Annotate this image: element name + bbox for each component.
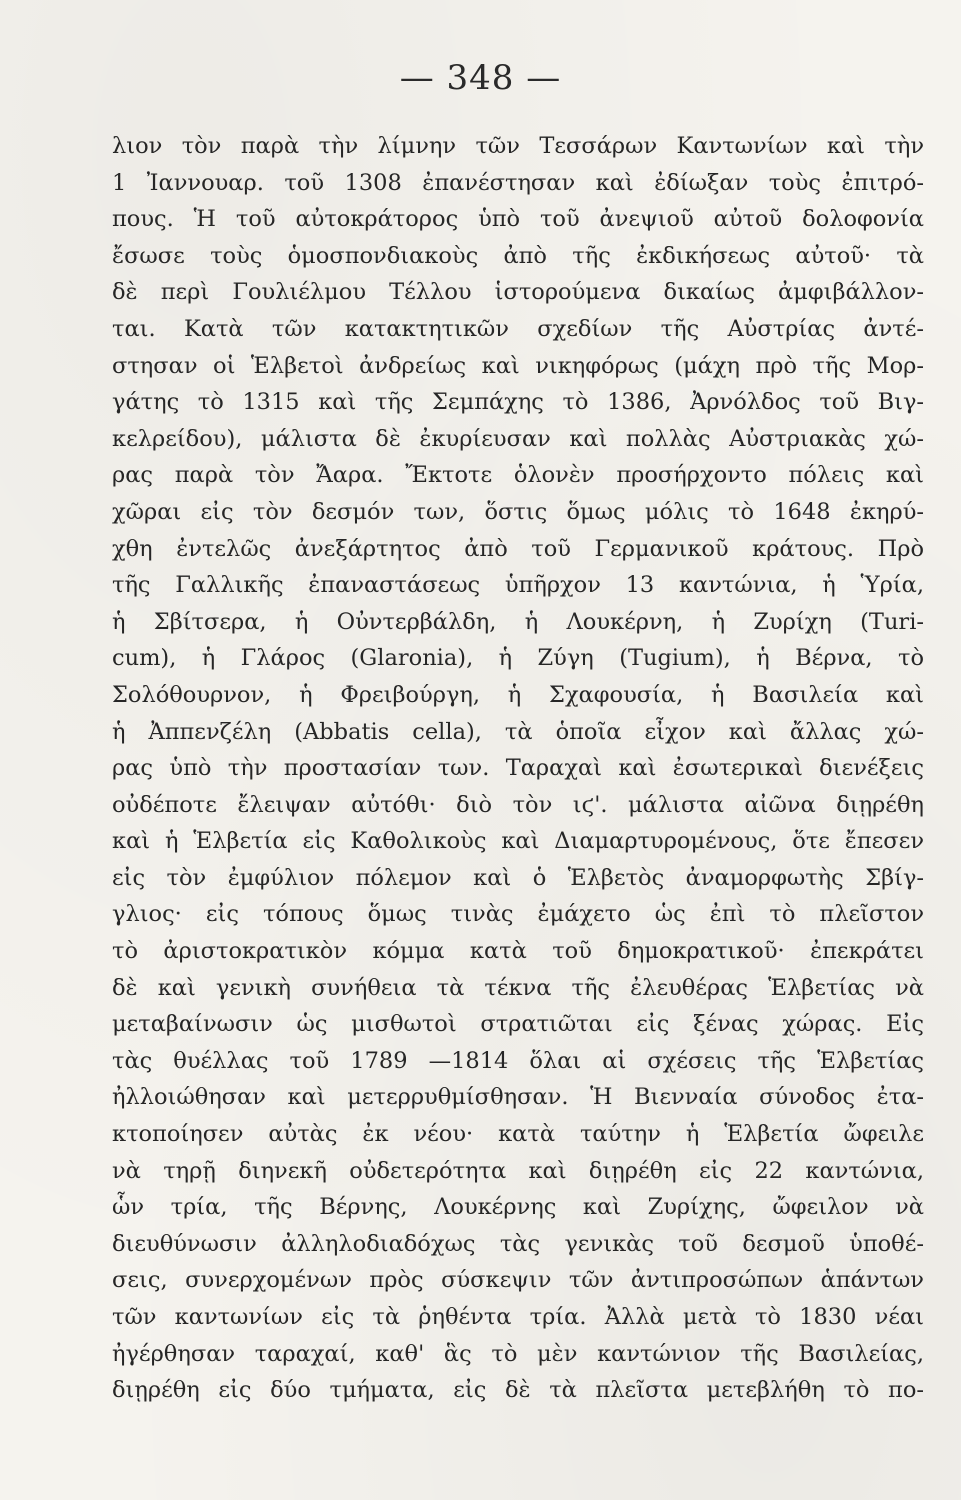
text-line: μεταβαίνωσιν ὡς μισθωτοὶ στρατιῶται εἰς ξένας χώρας. Εἰς — [112, 1011, 924, 1038]
text-line: χθη ἐντελῶς ἀνεξάρτητος ἀπὸ τοῦ Γερμανικοῦ κράτους. Πρὸ — [112, 535, 924, 562]
text-line: διευθύνωσιν ἀλληλοδιαδόχως τὰς γενικὰς τοῦ δεσμοῦ ὑποθέ- — [112, 1230, 924, 1257]
text-line: καὶ ἡ Ἑλβετία εἰς Καθολικοὺς καὶ Διαμαρτυρομένους, ὅτε ἔπεσεν — [112, 828, 924, 855]
text-line: δὲ καὶ γενικὴ συνήθεια τὰ τέκνα τῆς ἐλευθέρας Ἑλβετίας νὰ — [112, 974, 924, 1001]
text-line: χῶραι εἰς τὸν δεσμόν των, ὅστις ὅμως μόλις τὸ 1648 ἐκηρύ- — [112, 498, 924, 525]
text-line: cum), ἡ Γλάρος (Glaronia), ἡ Ζύγη (Tugium), ἡ Βέρνα, τὸ — [112, 645, 924, 672]
page-number: — 348 — — [399, 58, 562, 98]
text-line: ρας παρὰ τὸν Ἄαρα. Ἔκτοτε ὁλονὲν προσήρχοντο πόλεις καὶ — [112, 462, 924, 489]
text-line: οὐδέποτε ἔλειψαν αὐτόθι· διὸ τὸν ιϛ'. μάλιστα αἰῶνα διῃρέθη — [112, 791, 924, 818]
text-line: ται. Κατὰ τῶν κατακτητικῶν σχεδίων τῆς Αὐστρίας ἀντέ- — [112, 315, 924, 342]
text-line: πους. Ἡ τοῦ αὐτοκράτορος ὑπὸ τοῦ ἀνεψιοῦ αὐτοῦ δολοφονία — [112, 206, 924, 233]
text-line: 1 Ἰαννουαρ. τοῦ 1308 ἐπανέστησαν καὶ ἐδίωξαν τοὺς ἐπιτρό- — [112, 169, 924, 196]
text-line: διῃρέθη εἰς δύο τμήματα, εἰς δὲ τὰ πλεῖστα μετεβλήθη τὸ πο- — [112, 1377, 924, 1404]
text-line: στησαν οἱ Ἑλβετοὶ ἀνδρείως καὶ νικηφόρως (μάχη πρὸ τῆς Μορ- — [112, 352, 924, 379]
text-line: τὸ ἀριστοκρατικὸν κόμμα κατὰ τοῦ δημοκρατικοῦ· ἐπεκράτει — [112, 938, 924, 965]
text-line: τῶν καντωνίων εἰς τὰ ῥηθέντα τρία. Ἀλλὰ μετὰ τὸ 1830 νέαι — [112, 1304, 924, 1330]
text-line: ρας ὑπὸ τὴν προστασίαν των. Ταραχαὶ καὶ ἐσωτερικαὶ διενέξεις — [112, 755, 924, 782]
text-line: εἰς τὸν ἐμφύλιον πόλεμον καὶ ὁ Ἑλβετὸς ἀναμορφωτὴς Σβίγ- — [112, 864, 924, 891]
text-line: κελρείδου), μάλιστα δὲ ἐκυρίευσαν καὶ πολλὰς Αὐστριακὰς χώ- — [112, 425, 924, 452]
text-line: κτοποίησεν αὐτὰς ἐκ νέου· κατὰ ταύτην ἡ Ἑλβετία ὤφειλε — [112, 1121, 924, 1148]
text-line: ἡ Ἀππενζέλη (Abbatis cella), τὰ ὁποῖα εἶχον καὶ ἄλλας χώ- — [112, 718, 924, 745]
text-line: ἡ Σβίτσερα, ἡ Οὐντερβάλδη, ἡ Λουκέρνη, ἡ Ζυρίχη (Turi- — [112, 608, 924, 635]
text-line: νὰ τηρῇ διηνεκῆ οὐδετερότητα καὶ διῃρέθη εἰς 22 καντώνια, — [112, 1157, 924, 1184]
text-line: ὧν τρία, τῆς Βέρνης, Λουκέρνης καὶ Ζυρίχης, ὤφειλον νὰ — [112, 1194, 924, 1221]
text-line: τῆς Γαλλικῆς ἐπαναστάσεως ὑπῆρχον 13 καντώνια, ἡ Ὑρία, — [112, 572, 924, 599]
text-line: Σολόθουρνον, ἡ Φρειβούργη, ἡ Σχαφουσία, ἡ Βασιλεία καὶ — [112, 681, 924, 708]
text-line: σεις, συνερχομένων πρὸς σύσκεψιν τῶν ἀντιπροσώπων ἁπάντων — [112, 1267, 924, 1294]
text-line: λιον τὸν παρὰ τὴν λίμνην τῶν Τεσσάρων Καντωνίων καὶ τὴν — [112, 133, 924, 159]
body-text — [112, 128, 924, 1409]
text-line: γλιος· εἰς τόπους ὅμως τινὰς ἐμάχετο ὡς ἐπὶ τὸ πλεῖστον — [112, 901, 924, 928]
text-line: ἔσωσε τοὺς ὁμοσπονδιακοὺς ἀπὸ τῆς ἐκδικήσεως αὐτοῦ· τὰ — [112, 242, 924, 269]
text-line: ἠγέρθησαν ταραχαί, καθ' ἃς τὸ μὲν καντώνιον τῆς Βασιλείας, — [112, 1340, 924, 1367]
text-line: δὲ περὶ Γουλιέλμου Τέλλου ἱστορούμενα δικαίως ἀμφιβάλλον- — [112, 279, 924, 306]
text-line: ἠλλοιώθησαν καὶ μετερρυθμίσθησαν. Ἡ Βιενναία σύνοδος ἐτα- — [112, 1084, 924, 1111]
text-line: τὰς θυέλλας τοῦ 1789 —1814 ὅλαι αἱ σχέσεις τῆς Ἑλβετίας — [112, 1047, 924, 1074]
text-line: γάτης τὸ 1315 καὶ τῆς Σεμπάχης τὸ 1386, Ἀρνόλδος τοῦ Βιγ- — [112, 389, 924, 416]
